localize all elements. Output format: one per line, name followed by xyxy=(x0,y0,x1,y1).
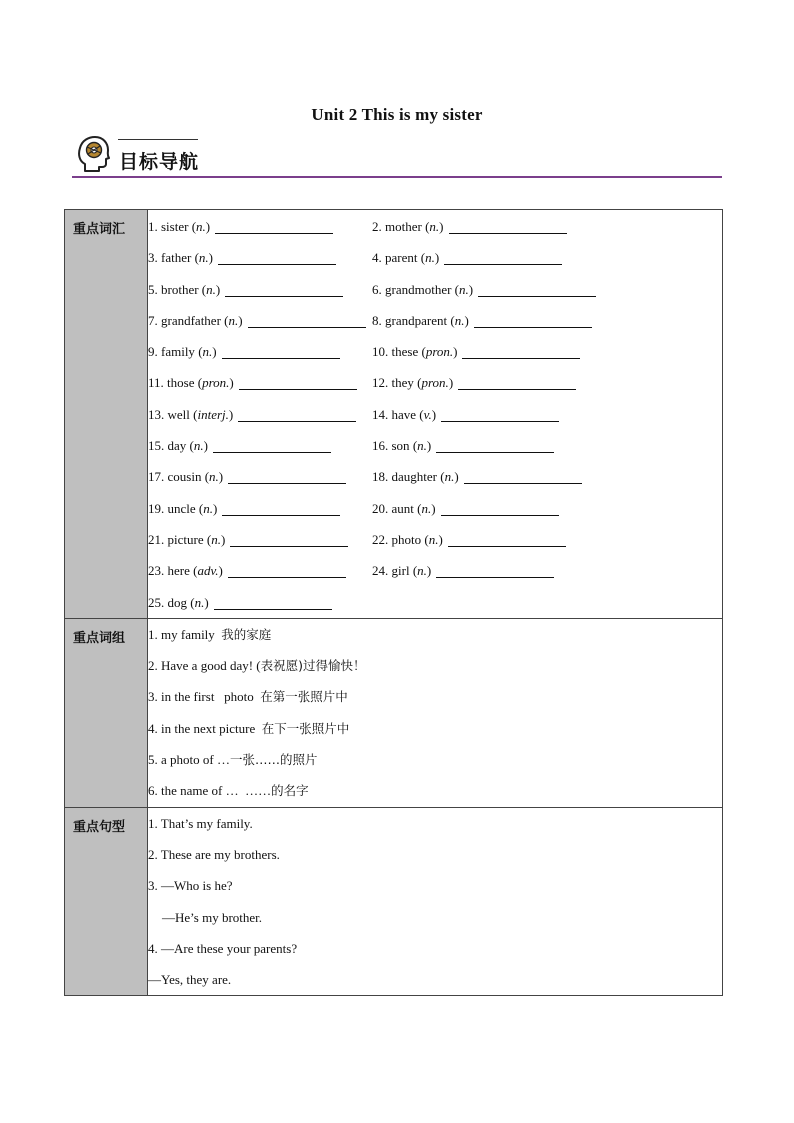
vocab-word: these xyxy=(391,344,419,360)
answer-blank[interactable] xyxy=(222,514,340,516)
vocab-word: grandfather xyxy=(161,312,221,328)
vocab-number: 23. xyxy=(148,563,165,579)
answer-blank[interactable] xyxy=(464,482,582,484)
phrases-label: 重点词组 xyxy=(73,630,126,646)
answer-blank[interactable] xyxy=(230,545,348,547)
phrase-chinese: 在第一张照片中 xyxy=(260,689,348,705)
vocab-item: 13. well (interj.) xyxy=(148,399,372,430)
phrase-list xyxy=(148,619,722,807)
sentences-content xyxy=(148,807,723,996)
answer-blank[interactable] xyxy=(228,576,346,578)
vocab-label: 重点词汇 xyxy=(73,222,126,237)
vocab-item: 18. daughter (n.) xyxy=(372,461,722,492)
vocab-content xyxy=(148,210,723,619)
vocab-word: cousin xyxy=(167,469,202,485)
part-of-speech: n. xyxy=(417,563,427,579)
part-of-speech: n. xyxy=(211,531,221,547)
vocab-word: dog xyxy=(167,594,187,610)
vocab-item: 15. day (n.) xyxy=(148,430,372,461)
head-with-gear-icon xyxy=(76,135,110,173)
vocab-item: 12. they (pron.) xyxy=(372,367,722,398)
answer-blank[interactable] xyxy=(228,482,346,484)
vocab-label-cell xyxy=(65,210,148,619)
vocab-number: 5. xyxy=(148,281,158,297)
vocab-number: 6. xyxy=(372,281,382,297)
vocab-number: 17. xyxy=(148,469,165,485)
phrase-chinese: 的名字 xyxy=(271,783,309,799)
sentence-item: 4. —Are these your parents? xyxy=(148,940,298,956)
vocab-item: 20. aunt (n.) xyxy=(372,493,722,524)
vocab-word: photo xyxy=(391,531,422,547)
part-of-speech: n. xyxy=(454,312,465,328)
phrase-chinese: 一张……的照片 xyxy=(229,752,318,768)
vocab-item: 21. picture (n.) xyxy=(148,524,372,555)
vocab-number: 8. xyxy=(372,312,382,328)
answer-blank[interactable] xyxy=(474,326,592,328)
vocab-word: uncle xyxy=(167,500,196,516)
phrases-content xyxy=(148,618,723,807)
part-of-speech: n. xyxy=(209,469,219,485)
part-of-speech: n. xyxy=(417,438,427,454)
part-of-speech: n. xyxy=(429,219,440,234)
target-navigation-header xyxy=(72,134,722,178)
vocab-word: grandmother xyxy=(385,281,452,297)
phrase-item xyxy=(148,744,722,775)
vocab-item: 9. family (n.) xyxy=(148,336,372,367)
answer-blank[interactable] xyxy=(462,357,580,359)
vocab-item: 5. brother (n.) xyxy=(148,274,372,305)
sentences-label-cell xyxy=(65,807,148,996)
vocab-number: 13. xyxy=(148,406,165,422)
vocab-item: 2. mother (n.) xyxy=(372,211,722,242)
sentences-label: 重点句型 xyxy=(73,819,126,835)
vocab-item: 11. those (pron.) xyxy=(148,367,372,398)
answer-blank[interactable] xyxy=(238,420,356,422)
sentence-item: 2. These are my brothers. xyxy=(148,846,280,862)
sentence-item: —He’s my brother. xyxy=(162,909,263,925)
phrase-item xyxy=(148,681,722,712)
answer-blank[interactable] xyxy=(436,451,554,453)
part-of-speech: n. xyxy=(198,250,209,266)
vocab-number: 2. xyxy=(372,219,382,234)
phrase-english: 2. Have a good day! ( xyxy=(148,658,261,674)
phrases-label-cell xyxy=(65,618,148,807)
part-of-speech: n. xyxy=(444,469,455,485)
vocab-word: they xyxy=(391,375,414,391)
vocab-word: girl xyxy=(391,563,410,579)
vocab-item: 8. grandparent (n.) xyxy=(372,305,722,336)
section-heading: 目标导航 xyxy=(119,151,200,173)
vocab-number: 12. xyxy=(372,375,389,391)
answer-blank[interactable] xyxy=(213,451,331,453)
vocab-grid xyxy=(148,210,722,618)
part-of-speech: pron. xyxy=(425,344,454,360)
phrase-english: 4. in the next picture xyxy=(148,720,262,736)
part-of-speech: n. xyxy=(202,344,213,360)
part-of-speech: n. xyxy=(228,312,239,328)
study-table xyxy=(64,209,723,996)
part-of-speech: v. xyxy=(423,406,432,422)
part-of-speech: pron. xyxy=(202,375,230,391)
phrase-chinese: 表祝愿)过得愉快！ xyxy=(260,658,366,674)
phrase-english: 1. my family xyxy=(148,626,222,642)
vocab-item: 25. dog (n.) xyxy=(148,587,372,618)
answer-blank[interactable] xyxy=(478,295,596,297)
vocab-word: brother xyxy=(161,281,199,297)
vocab-number: 22. xyxy=(372,531,389,547)
answer-blank[interactable] xyxy=(449,232,567,234)
vocab-number: 3. xyxy=(148,250,158,266)
vocab-item: 1. sister (n.) xyxy=(148,211,372,242)
vocab-number: 25. xyxy=(148,594,165,610)
vocab-word: parent xyxy=(385,250,418,266)
vocab-number: 16. xyxy=(372,438,389,454)
vocab-number: 9. xyxy=(148,344,158,360)
answer-blank[interactable] xyxy=(448,545,566,547)
part-of-speech: n. xyxy=(194,594,205,610)
phrase-item xyxy=(148,713,722,744)
vocab-word: mother xyxy=(385,219,422,234)
vocab-item: 23. here (adv.) xyxy=(148,555,372,586)
answer-blank[interactable] xyxy=(248,326,366,328)
answer-blank[interactable] xyxy=(458,388,576,390)
part-of-speech: interj. xyxy=(197,406,229,422)
vocab-item: 4. parent (n.) xyxy=(372,242,722,273)
vocab-number: 4. xyxy=(372,250,382,266)
vocab-item: 7. grandfather (n.) xyxy=(148,305,372,336)
answer-blank[interactable] xyxy=(444,263,562,265)
vocab-item: 24. girl (n.) xyxy=(372,555,722,586)
vocab-number: 20. xyxy=(372,500,389,516)
vocab-word: daughter xyxy=(391,469,437,485)
vocab-number: 21. xyxy=(148,531,165,547)
vocab-word: son xyxy=(391,438,410,454)
vocab-word: picture xyxy=(167,531,204,547)
phrase-chinese: 在下一张照片中 xyxy=(261,720,350,736)
vocab-item: 16. son (n.) xyxy=(372,430,722,461)
vocab-item: 14. have (v.) xyxy=(372,399,722,430)
part-of-speech: n. xyxy=(193,438,204,454)
header-divider xyxy=(72,176,722,178)
phrase-item xyxy=(148,619,722,650)
answer-blank[interactable] xyxy=(222,357,340,359)
phrase-english: 3. in the first photo xyxy=(148,689,261,705)
phrase-english: 5. a photo of … xyxy=(148,752,230,768)
part-of-speech: n. xyxy=(196,219,206,234)
vocab-item: 19. uncle (n.) xyxy=(148,493,372,524)
page-title: Unit 2 This is my sister xyxy=(311,105,483,124)
vocab-word: family xyxy=(161,344,195,360)
part-of-speech: n. xyxy=(206,281,216,297)
part-of-speech: n. xyxy=(425,250,435,266)
vocab-number: 10. xyxy=(372,344,389,360)
part-of-speech: n. xyxy=(459,281,469,297)
vocab-word: grandparent xyxy=(385,312,448,328)
answer-blank[interactable] xyxy=(239,388,357,390)
vocab-item: 3. father (n.) xyxy=(148,242,372,273)
vocab-item: 10. these (pron.) xyxy=(372,336,722,367)
sentence-list xyxy=(148,808,722,996)
vocab-number: 7. xyxy=(148,312,158,328)
answer-blank[interactable] xyxy=(441,420,559,422)
vocab-number: 14. xyxy=(372,406,389,422)
vocab-word: day xyxy=(167,438,187,454)
sentence-item: 1. That’s my family. xyxy=(148,815,253,831)
part-of-speech: pron. xyxy=(421,375,449,391)
vocab-word: here xyxy=(167,563,190,579)
vocab-word: well xyxy=(167,406,190,422)
vocab-word: those xyxy=(167,375,195,391)
vocab-item: 17. cousin (n.) xyxy=(148,461,372,492)
answer-blank[interactable] xyxy=(441,514,559,516)
answer-blank[interactable] xyxy=(436,576,554,578)
answer-blank[interactable] xyxy=(225,295,343,297)
sentences-row xyxy=(65,807,723,996)
part-of-speech: n. xyxy=(421,500,432,516)
phrase-item xyxy=(148,650,722,681)
vocab-row xyxy=(65,210,723,619)
answer-blank[interactable] xyxy=(215,232,333,234)
part-of-speech: n. xyxy=(203,500,213,516)
vocab-word: aunt xyxy=(391,500,414,516)
vocab-number: 1. xyxy=(148,219,158,234)
vocab-number: 24. xyxy=(372,563,389,579)
header-overline xyxy=(118,139,198,140)
part-of-speech: n. xyxy=(428,531,439,547)
phrase-chinese: 我的家庭 xyxy=(221,626,272,642)
vocab-number: 15. xyxy=(148,438,165,454)
vocab-word: father xyxy=(161,250,192,266)
answer-blank[interactable] xyxy=(214,608,332,610)
phrase-english: 6. the name of … …… xyxy=(148,783,272,799)
vocab-item: 22. photo (n.) xyxy=(372,524,722,555)
vocab-item: 6. grandmother (n.) xyxy=(372,274,722,305)
sentence-item: —Yes, they are. xyxy=(148,972,232,988)
vocab-number: 11. xyxy=(148,375,164,391)
vocab-number: 19. xyxy=(148,500,165,516)
vocab-number: 18. xyxy=(372,469,389,485)
answer-blank[interactable] xyxy=(218,263,336,265)
vocab-word: have xyxy=(391,406,417,422)
part-of-speech: adv. xyxy=(197,563,219,579)
phrases-row xyxy=(65,618,723,807)
sentence-item: 3. —Who is he? xyxy=(148,878,233,894)
phrase-item xyxy=(148,775,722,806)
vocab-word: sister xyxy=(161,219,189,234)
